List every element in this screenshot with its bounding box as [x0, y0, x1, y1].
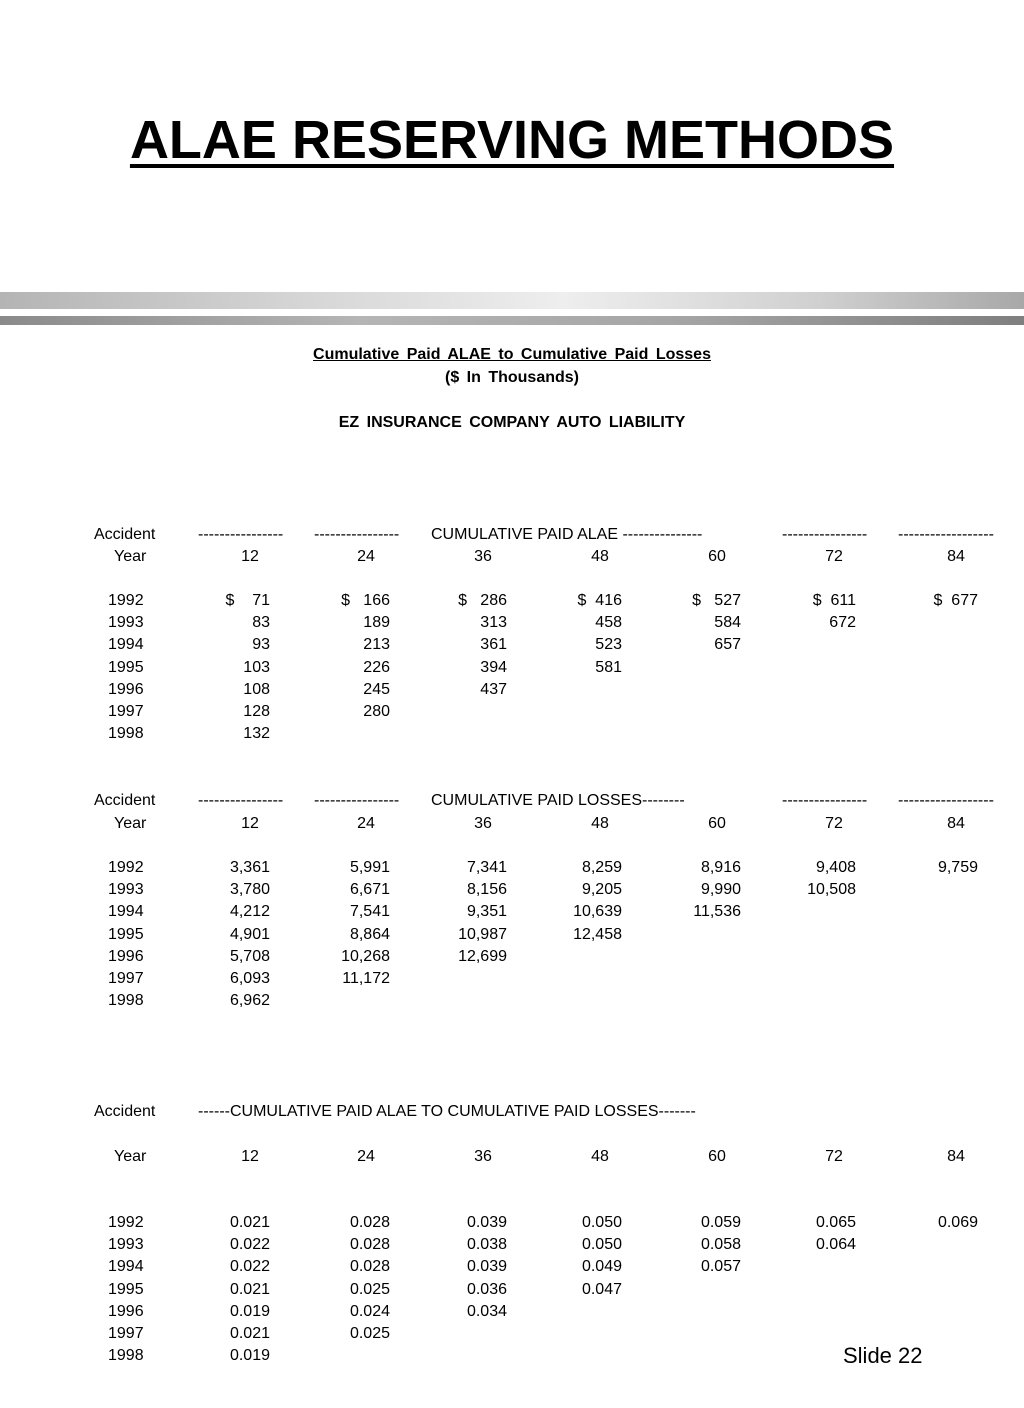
accident-year: 1993	[108, 614, 144, 632]
accident-year: 1992	[108, 1214, 144, 1231]
year-label: Year	[114, 548, 147, 565]
value-cell: 280	[363, 703, 390, 720]
accident-label: Accident	[94, 1103, 156, 1120]
year-age-header-row	[0, 813, 1024, 835]
accident-year: 1992	[108, 859, 144, 876]
table-row	[0, 657, 1024, 679]
table-row	[0, 924, 1024, 946]
dash-separator: ----------------	[782, 526, 868, 543]
age-label: 60	[708, 815, 726, 832]
table-row	[0, 679, 1024, 701]
value-cell: 226	[363, 658, 390, 676]
slide-number: Slide 22	[843, 1343, 923, 1368]
value-cell: 0.022	[229, 1258, 270, 1276]
value-cell: 8,156	[466, 881, 507, 899]
value-cell: 0.050	[581, 1236, 622, 1254]
value-cell: 213	[363, 636, 390, 654]
age-label: 72	[825, 1148, 843, 1165]
value-cell: 0.039	[466, 1258, 507, 1276]
accident-year: 1993	[108, 881, 144, 899]
value-cell: 0.039	[466, 1214, 507, 1231]
dash-separator: ----------------	[314, 792, 400, 809]
table-row	[0, 1279, 1024, 1301]
value-cell: 0.059	[700, 1214, 741, 1231]
value-cell: 9,205	[581, 881, 622, 899]
accident-label: Accident	[94, 792, 156, 809]
section-heading: CUMULATIVE PAID ALAE ---------------	[431, 526, 703, 543]
value-cell: 10,639	[573, 903, 622, 921]
value-cell: 0.021	[229, 1280, 270, 1298]
value-cell: 672	[829, 614, 856, 632]
table-row	[0, 1301, 1024, 1323]
table-row	[0, 612, 1024, 634]
slide-title: ALAE RESERVING METHODS	[129, 110, 895, 170]
value-cell: 0.050	[581, 1214, 622, 1231]
value-cell: 9,351	[466, 903, 507, 921]
accident-year: 1997	[108, 970, 144, 987]
value-cell: $ 527	[692, 592, 741, 609]
value-cell: 12,458	[573, 925, 622, 943]
age-label: 60	[708, 1148, 726, 1165]
value-cell: $ 611	[812, 592, 856, 609]
value-cell: 189	[363, 614, 390, 632]
accident-year: 1994	[108, 903, 144, 921]
accident-year: 1996	[108, 680, 144, 698]
value-cell: 5,991	[349, 859, 390, 876]
accident-year: 1997	[108, 1325, 144, 1342]
value-cell: 11,536	[693, 903, 741, 921]
value-cell: 0.038	[466, 1236, 507, 1254]
age-label: 36	[474, 548, 492, 565]
table-row	[0, 1234, 1024, 1256]
age-label: 24	[357, 1148, 375, 1165]
value-cell: 132	[243, 725, 270, 743]
value-cell: 0.028	[349, 1236, 390, 1254]
value-cell: 9,990	[700, 881, 741, 899]
table-row	[0, 723, 1024, 745]
value-cell: 0.024	[349, 1302, 390, 1320]
decorative-band-bottom	[0, 316, 1024, 325]
value-cell: 0.047	[581, 1280, 622, 1298]
value-cell: 581	[595, 658, 622, 676]
decorative-band-top	[0, 292, 1024, 309]
value-cell: 8,259	[581, 859, 622, 876]
value-cell: 8,864	[349, 925, 390, 943]
accident-year: 1996	[108, 1302, 144, 1320]
table-caption: Cumulative Paid ALAE to Cumulative Paid Losses	[313, 346, 711, 363]
accident-year: 1995	[108, 925, 144, 943]
company-name: EZ INSURANCE COMPANY AUTO LIABILITY	[338, 414, 686, 431]
table-row	[0, 968, 1024, 990]
age-label: 36	[474, 1148, 492, 1165]
value-cell: 6,671	[349, 881, 390, 899]
value-cell: 0.021	[229, 1325, 270, 1342]
table-row	[0, 701, 1024, 723]
age-label: 48	[591, 815, 609, 832]
accident-year: 1997	[108, 703, 144, 720]
value-cell: 6,093	[229, 970, 270, 987]
value-cell: 108	[243, 680, 270, 698]
value-cell: 437	[480, 680, 507, 698]
table-row	[0, 590, 1024, 612]
value-cell: 0.057	[700, 1258, 741, 1276]
table-row	[0, 634, 1024, 656]
value-cell: 0.064	[815, 1236, 856, 1254]
age-label: 12	[241, 815, 259, 832]
year-age-header-row	[0, 1146, 1024, 1168]
value-cell: 7,341	[466, 859, 507, 876]
value-cell: 0.049	[581, 1258, 622, 1276]
table-row	[0, 946, 1024, 968]
value-cell: 0.028	[349, 1258, 390, 1276]
value-cell: 657	[714, 636, 741, 654]
value-cell: 0.022	[229, 1236, 270, 1254]
table-row	[0, 1212, 1024, 1234]
accident-year: 1992	[108, 592, 144, 609]
value-cell: $ 677	[933, 592, 978, 609]
age-label: 60	[708, 548, 726, 565]
value-cell: 0.036	[466, 1280, 507, 1298]
value-cell: 6,962	[229, 992, 270, 1010]
accident-header-row	[0, 790, 1024, 812]
value-cell: 584	[714, 614, 741, 632]
value-cell: $ 166	[341, 592, 390, 609]
value-cell: 394	[480, 658, 507, 676]
age-label: 72	[825, 548, 843, 565]
table-row	[0, 1323, 1024, 1345]
age-label: 12	[241, 1148, 259, 1165]
value-cell: $ 286	[458, 592, 507, 609]
accident-year: 1998	[108, 992, 144, 1010]
value-cell: 9,759	[937, 859, 978, 876]
accident-header-row	[0, 524, 1024, 546]
age-label: 84	[947, 548, 965, 565]
age-label: 72	[825, 815, 843, 832]
value-cell: 3,780	[229, 881, 270, 899]
value-cell: 10,987	[458, 925, 507, 943]
age-label: 48	[591, 548, 609, 565]
value-cell: 8,916	[700, 859, 741, 876]
section-heading: ------CUMULATIVE PAID ALAE TO CUMULATIVE PAID LOSSES-------	[198, 1103, 696, 1120]
value-cell: 4,212	[229, 903, 270, 921]
accident-year: 1994	[108, 1258, 144, 1276]
dash-separator: ----------------	[314, 526, 400, 543]
age-label: 36	[474, 815, 492, 832]
accident-year: 1998	[108, 1347, 144, 1365]
table-row	[0, 879, 1024, 901]
age-label: 24	[357, 815, 375, 832]
value-cell: 313	[480, 614, 507, 632]
value-cell: 93	[252, 636, 270, 654]
dash-separator: ----------------	[782, 792, 868, 809]
value-cell: 103	[243, 658, 270, 676]
value-cell: $ 71	[225, 592, 270, 609]
accident-year: 1993	[108, 1236, 144, 1254]
dash-separator: ----------------	[198, 792, 284, 809]
dash-separator: ----------------	[198, 526, 284, 543]
value-cell: 0.019	[229, 1302, 270, 1320]
value-cell: 128	[243, 703, 270, 720]
value-cell: 83	[252, 614, 270, 632]
accident-year: 1998	[108, 725, 144, 743]
table-units: ($ In Thousands)	[445, 369, 579, 386]
value-cell: 5,708	[229, 947, 270, 965]
value-cell: 3,361	[229, 859, 270, 876]
value-cell: 0.028	[349, 1214, 390, 1231]
age-label: 12	[241, 548, 259, 565]
value-cell: 0.019	[229, 1347, 270, 1365]
age-label: 24	[357, 548, 375, 565]
year-label: Year	[114, 1148, 147, 1165]
dash-separator: ------------------	[898, 792, 994, 809]
value-cell: 0.065	[815, 1214, 856, 1231]
year-age-header-row	[0, 546, 1024, 568]
table-row	[0, 857, 1024, 879]
value-cell: 245	[363, 680, 390, 698]
value-cell: 523	[595, 636, 622, 654]
age-label: 48	[591, 1148, 609, 1165]
dash-separator: ------------------	[898, 526, 994, 543]
table-row	[0, 990, 1024, 1012]
value-cell: 12,699	[458, 947, 507, 965]
accident-label: Accident	[94, 526, 156, 543]
table-row	[0, 901, 1024, 923]
accident-header-row	[0, 1101, 1024, 1123]
age-label: 84	[947, 815, 965, 832]
table-row	[0, 1256, 1024, 1278]
accident-year: 1996	[108, 947, 144, 965]
value-cell: 10,508	[807, 881, 856, 899]
value-cell: $ 416	[577, 592, 622, 609]
accident-year: 1994	[108, 636, 144, 654]
value-cell: 7,541	[349, 903, 390, 921]
value-cell: 361	[480, 636, 507, 654]
value-cell: 4,901	[229, 925, 270, 943]
value-cell: 0.025	[349, 1280, 390, 1298]
accident-year: 1995	[108, 658, 144, 676]
value-cell: 10,268	[341, 947, 390, 965]
value-cell: 458	[595, 614, 622, 632]
value-cell: 0.021	[229, 1214, 270, 1231]
value-cell: 11,172	[342, 970, 390, 987]
year-label: Year	[114, 815, 147, 832]
value-cell: 0.034	[466, 1302, 507, 1320]
section-heading: CUMULATIVE PAID LOSSES--------	[431, 792, 685, 809]
age-label: 84	[947, 1148, 965, 1165]
value-cell: 0.069	[937, 1214, 978, 1231]
value-cell: 9,408	[815, 859, 856, 876]
value-cell: 0.058	[700, 1236, 741, 1254]
value-cell: 0.025	[349, 1325, 390, 1342]
accident-year: 1995	[108, 1280, 144, 1298]
